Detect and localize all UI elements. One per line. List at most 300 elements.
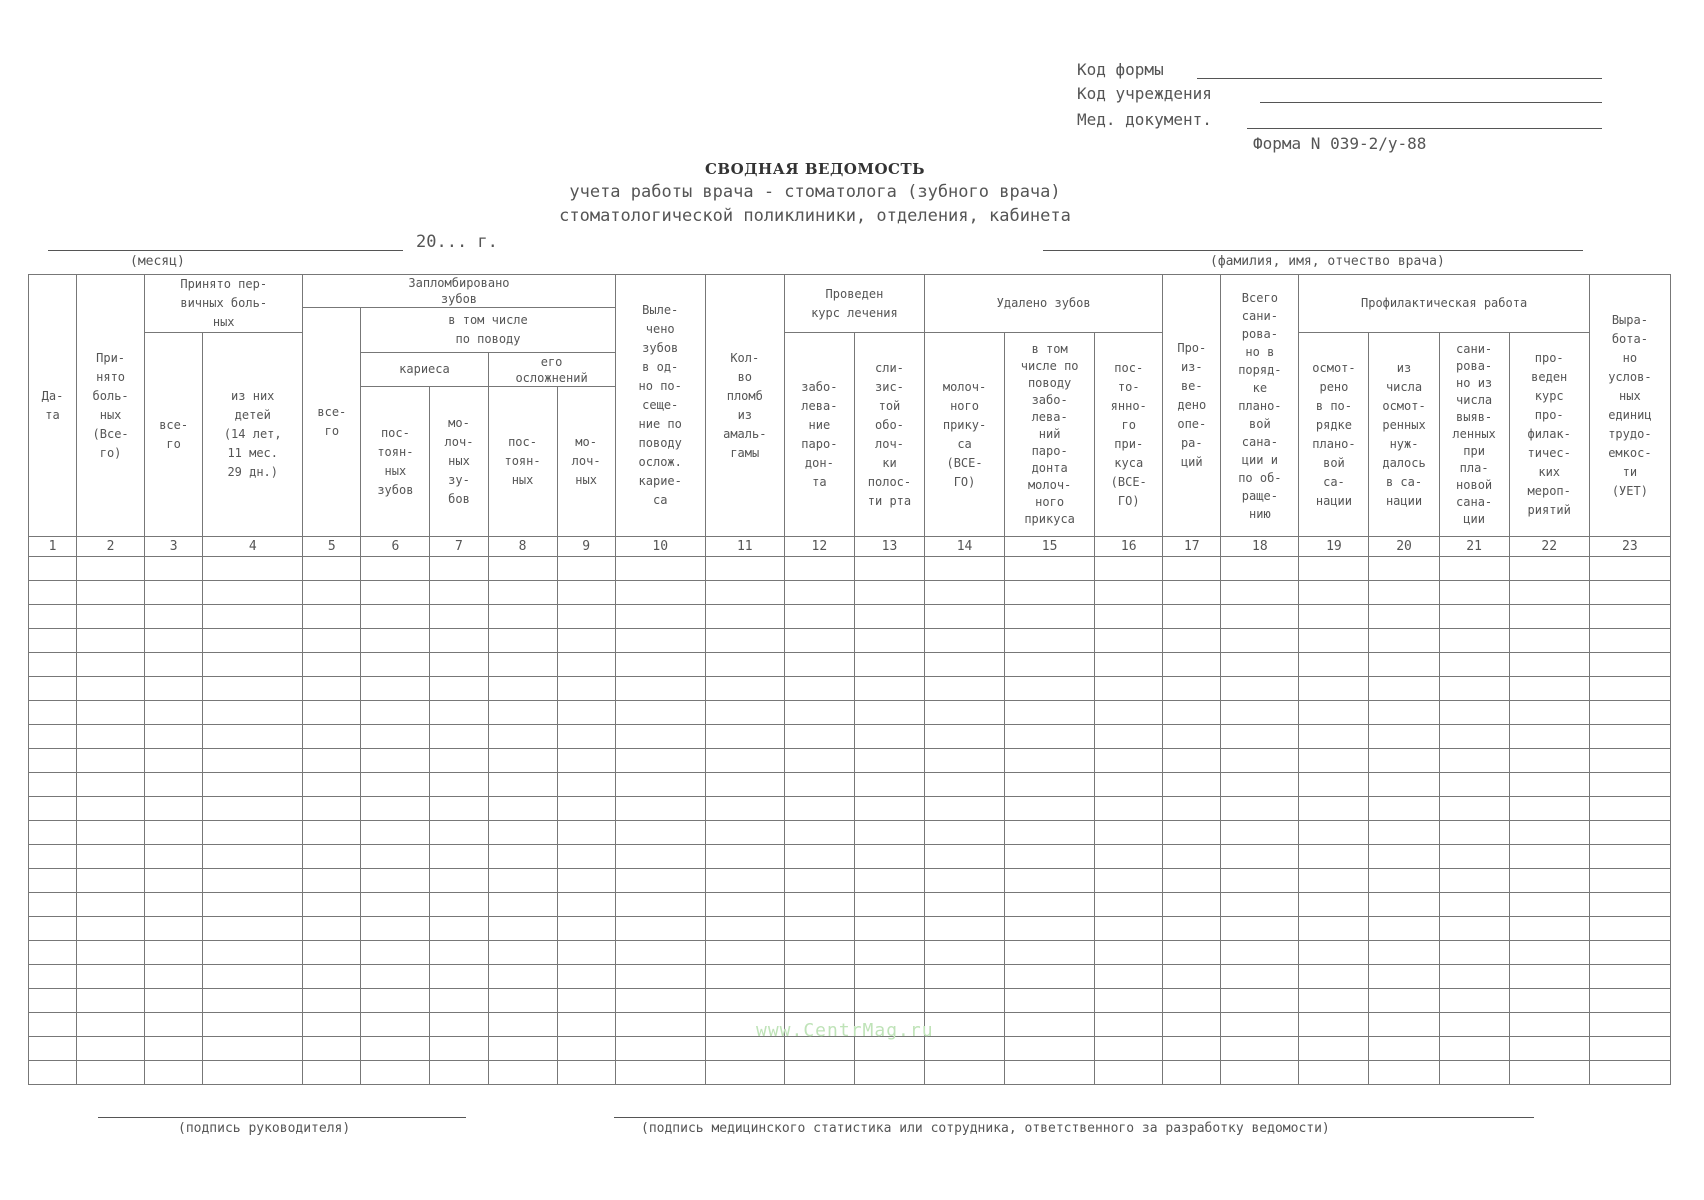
table-cell[interactable]: [430, 941, 488, 965]
table-cell[interactable]: [77, 821, 145, 845]
table-cell[interactable]: [854, 581, 924, 605]
table-cell[interactable]: [1299, 581, 1369, 605]
table-cell[interactable]: [854, 677, 924, 701]
table-cell[interactable]: [615, 605, 705, 629]
table-cell[interactable]: [1095, 893, 1163, 917]
table-cell[interactable]: [145, 629, 203, 653]
table-cell[interactable]: [1299, 965, 1369, 989]
table-cell[interactable]: [430, 749, 488, 773]
table-cell[interactable]: [1369, 893, 1439, 917]
table-cell[interactable]: [1005, 869, 1095, 893]
table-cell[interactable]: [488, 677, 557, 701]
table-cell[interactable]: [1299, 989, 1369, 1013]
table-cell[interactable]: [203, 821, 303, 845]
table-cell[interactable]: [557, 581, 615, 605]
table-cell[interactable]: [488, 821, 557, 845]
table-cell[interactable]: [1163, 965, 1221, 989]
table-cell[interactable]: [1509, 581, 1589, 605]
table-cell[interactable]: [77, 605, 145, 629]
table-cell[interactable]: [145, 797, 203, 821]
table-cell[interactable]: [29, 749, 77, 773]
table-cell[interactable]: [1163, 821, 1221, 845]
table-cell[interactable]: [1589, 1013, 1670, 1037]
table-cell[interactable]: [303, 797, 361, 821]
table-cell[interactable]: [430, 917, 488, 941]
table-cell[interactable]: [1369, 797, 1439, 821]
table-cell[interactable]: [615, 557, 705, 581]
table-cell[interactable]: [29, 893, 77, 917]
table-cell[interactable]: [203, 581, 303, 605]
table-cell[interactable]: [1439, 701, 1509, 725]
table-cell[interactable]: [1005, 749, 1095, 773]
table-cell[interactable]: [557, 653, 615, 677]
table-cell[interactable]: [1005, 701, 1095, 725]
table-cell[interactable]: [303, 1013, 361, 1037]
table-cell[interactable]: [705, 965, 784, 989]
table-cell[interactable]: [29, 677, 77, 701]
table-cell[interactable]: [925, 821, 1005, 845]
table-cell[interactable]: [303, 941, 361, 965]
table-cell[interactable]: [705, 797, 784, 821]
table-cell[interactable]: [1589, 725, 1670, 749]
table-cell[interactable]: [1221, 989, 1299, 1013]
table-cell[interactable]: [1299, 941, 1369, 965]
table-cell[interactable]: [854, 989, 924, 1013]
table-cell[interactable]: [203, 749, 303, 773]
table-cell[interactable]: [1369, 773, 1439, 797]
table-cell[interactable]: [1439, 557, 1509, 581]
table-cell[interactable]: [145, 869, 203, 893]
table-cell[interactable]: [854, 965, 924, 989]
table-cell[interactable]: [557, 605, 615, 629]
table-cell[interactable]: [1163, 989, 1221, 1013]
table-cell[interactable]: [784, 893, 854, 917]
table-cell[interactable]: [29, 917, 77, 941]
table-cell[interactable]: [1369, 557, 1439, 581]
table-cell[interactable]: [1095, 581, 1163, 605]
table-cell[interactable]: [557, 1061, 615, 1085]
table-cell[interactable]: [784, 989, 854, 1013]
table-cell[interactable]: [615, 773, 705, 797]
table-cell[interactable]: [1299, 1061, 1369, 1085]
table-cell[interactable]: [77, 1037, 145, 1061]
table-cell[interactable]: [303, 557, 361, 581]
table-cell[interactable]: [1163, 557, 1221, 581]
table-cell[interactable]: [145, 917, 203, 941]
table-cell[interactable]: [145, 653, 203, 677]
table-cell[interactable]: [1369, 1061, 1439, 1085]
table-cell[interactable]: [615, 1013, 705, 1037]
table-cell[interactable]: [615, 917, 705, 941]
table-cell[interactable]: [1163, 677, 1221, 701]
table-cell[interactable]: [77, 653, 145, 677]
table-cell[interactable]: [145, 1061, 203, 1085]
table-cell[interactable]: [430, 1013, 488, 1037]
table-cell[interactable]: [1589, 797, 1670, 821]
table-cell[interactable]: [1005, 965, 1095, 989]
table-cell[interactable]: [615, 581, 705, 605]
table-cell[interactable]: [925, 581, 1005, 605]
table-cell[interactable]: [145, 845, 203, 869]
table-cell[interactable]: [1221, 965, 1299, 989]
table-cell[interactable]: [1369, 845, 1439, 869]
table-cell[interactable]: [145, 773, 203, 797]
table-cell[interactable]: [1439, 893, 1509, 917]
table-cell[interactable]: [925, 845, 1005, 869]
table-cell[interactable]: [705, 653, 784, 677]
table-cell[interactable]: [1299, 677, 1369, 701]
table-cell[interactable]: [430, 797, 488, 821]
table-cell[interactable]: [145, 1037, 203, 1061]
table-cell[interactable]: [615, 677, 705, 701]
table-cell[interactable]: [784, 677, 854, 701]
table-cell[interactable]: [1005, 557, 1095, 581]
table-cell[interactable]: [557, 845, 615, 869]
table-cell[interactable]: [361, 701, 430, 725]
table-cell[interactable]: [1509, 1037, 1589, 1061]
table-cell[interactable]: [1095, 989, 1163, 1013]
table-cell[interactable]: [1589, 1037, 1670, 1061]
table-cell[interactable]: [1005, 941, 1095, 965]
table-cell[interactable]: [705, 725, 784, 749]
table-cell[interactable]: [145, 581, 203, 605]
table-cell[interactable]: [29, 821, 77, 845]
table-cell[interactable]: [1439, 917, 1509, 941]
table-cell[interactable]: [203, 917, 303, 941]
table-cell[interactable]: [705, 629, 784, 653]
table-cell[interactable]: [303, 773, 361, 797]
table-cell[interactable]: [1163, 749, 1221, 773]
table-cell[interactable]: [77, 701, 145, 725]
table-cell[interactable]: [145, 965, 203, 989]
table-cell[interactable]: [203, 845, 303, 869]
table-cell[interactable]: [203, 605, 303, 629]
table-cell[interactable]: [29, 1061, 77, 1085]
table-cell[interactable]: [29, 581, 77, 605]
table-cell[interactable]: [488, 1037, 557, 1061]
table-cell[interactable]: [557, 773, 615, 797]
table-cell[interactable]: [1439, 989, 1509, 1013]
table-cell[interactable]: [925, 893, 1005, 917]
table-cell[interactable]: [557, 749, 615, 773]
table-cell[interactable]: [557, 917, 615, 941]
table-cell[interactable]: [1509, 797, 1589, 821]
table-cell[interactable]: [1163, 797, 1221, 821]
table-cell[interactable]: [1589, 581, 1670, 605]
table-cell[interactable]: [705, 989, 784, 1013]
table-cell[interactable]: [77, 581, 145, 605]
table-cell[interactable]: [29, 629, 77, 653]
table-cell[interactable]: [1005, 797, 1095, 821]
table-cell[interactable]: [1095, 557, 1163, 581]
table-cell[interactable]: [1439, 797, 1509, 821]
table-cell[interactable]: [1439, 1061, 1509, 1085]
table-cell[interactable]: [1163, 1037, 1221, 1061]
table-cell[interactable]: [203, 773, 303, 797]
table-cell[interactable]: [1221, 845, 1299, 869]
table-cell[interactable]: [1095, 749, 1163, 773]
table-cell[interactable]: [1299, 701, 1369, 725]
table-cell[interactable]: [361, 893, 430, 917]
table-cell[interactable]: [705, 845, 784, 869]
table-cell[interactable]: [1299, 749, 1369, 773]
table-cell[interactable]: [203, 629, 303, 653]
table-cell[interactable]: [1589, 989, 1670, 1013]
table-cell[interactable]: [1221, 1013, 1299, 1037]
table-cell[interactable]: [1095, 965, 1163, 989]
table-cell[interactable]: [615, 845, 705, 869]
table-cell[interactable]: [784, 557, 854, 581]
table-cell[interactable]: [1095, 941, 1163, 965]
table-cell[interactable]: [1369, 581, 1439, 605]
table-cell[interactable]: [615, 965, 705, 989]
table-cell[interactable]: [29, 725, 77, 749]
table-cell[interactable]: [29, 941, 77, 965]
table-cell[interactable]: [1163, 653, 1221, 677]
table-cell[interactable]: [854, 917, 924, 941]
table-cell[interactable]: [705, 749, 784, 773]
table-cell[interactable]: [303, 749, 361, 773]
table-cell[interactable]: [29, 605, 77, 629]
table-cell[interactable]: [705, 1061, 784, 1085]
table-cell[interactable]: [488, 1061, 557, 1085]
table-cell[interactable]: [430, 989, 488, 1013]
table-cell[interactable]: [1439, 821, 1509, 845]
table-cell[interactable]: [1589, 677, 1670, 701]
table-cell[interactable]: [1589, 821, 1670, 845]
table-cell[interactable]: [303, 581, 361, 605]
table-cell[interactable]: [1509, 773, 1589, 797]
table-cell[interactable]: [1299, 1013, 1369, 1037]
table-cell[interactable]: [784, 629, 854, 653]
table-cell[interactable]: [1221, 557, 1299, 581]
table-cell[interactable]: [361, 869, 430, 893]
table-cell[interactable]: [557, 629, 615, 653]
table-cell[interactable]: [29, 869, 77, 893]
table-cell[interactable]: [1589, 965, 1670, 989]
table-cell[interactable]: [925, 629, 1005, 653]
table-cell[interactable]: [854, 701, 924, 725]
table-cell[interactable]: [1509, 605, 1589, 629]
table-cell[interactable]: [77, 917, 145, 941]
table-cell[interactable]: [1299, 869, 1369, 893]
table-cell[interactable]: [488, 653, 557, 677]
table-cell[interactable]: [1589, 1061, 1670, 1085]
table-cell[interactable]: [361, 773, 430, 797]
table-cell[interactable]: [1095, 797, 1163, 821]
table-cell[interactable]: [1439, 605, 1509, 629]
table-cell[interactable]: [303, 653, 361, 677]
table-cell[interactable]: [854, 893, 924, 917]
table-cell[interactable]: [430, 845, 488, 869]
table-cell[interactable]: [1095, 677, 1163, 701]
table-cell[interactable]: [557, 941, 615, 965]
table-cell[interactable]: [925, 917, 1005, 941]
table-cell[interactable]: [488, 749, 557, 773]
table-cell[interactable]: [784, 797, 854, 821]
table-cell[interactable]: [303, 965, 361, 989]
table-cell[interactable]: [1095, 845, 1163, 869]
table-cell[interactable]: [29, 965, 77, 989]
table-cell[interactable]: [1439, 941, 1509, 965]
table-cell[interactable]: [77, 869, 145, 893]
table-cell[interactable]: [854, 629, 924, 653]
table-cell[interactable]: [77, 725, 145, 749]
table-cell[interactable]: [557, 557, 615, 581]
table-cell[interactable]: [303, 677, 361, 701]
table-cell[interactable]: [488, 557, 557, 581]
table-cell[interactable]: [145, 941, 203, 965]
table-cell[interactable]: [488, 965, 557, 989]
table-cell[interactable]: [1369, 605, 1439, 629]
table-cell[interactable]: [854, 1061, 924, 1085]
table-cell[interactable]: [361, 845, 430, 869]
table-cell[interactable]: [615, 653, 705, 677]
table-cell[interactable]: [784, 941, 854, 965]
table-cell[interactable]: [1005, 893, 1095, 917]
table-cell[interactable]: [488, 797, 557, 821]
table-cell[interactable]: [361, 629, 430, 653]
table-cell[interactable]: [303, 1037, 361, 1061]
table-cell[interactable]: [854, 845, 924, 869]
table-cell[interactable]: [615, 797, 705, 821]
table-cell[interactable]: [1439, 629, 1509, 653]
table-cell[interactable]: [925, 749, 1005, 773]
table-cell[interactable]: [1369, 701, 1439, 725]
table-cell[interactable]: [784, 653, 854, 677]
table-cell[interactable]: [925, 1037, 1005, 1061]
table-cell[interactable]: [925, 677, 1005, 701]
table-cell[interactable]: [77, 629, 145, 653]
table-cell[interactable]: [925, 797, 1005, 821]
table-cell[interactable]: [77, 845, 145, 869]
table-cell[interactable]: [1095, 725, 1163, 749]
table-cell[interactable]: [1509, 557, 1589, 581]
table-cell[interactable]: [1509, 629, 1589, 653]
table-cell[interactable]: [1005, 581, 1095, 605]
table-cell[interactable]: [430, 821, 488, 845]
table-cell[interactable]: [1005, 605, 1095, 629]
table-cell[interactable]: [1439, 1013, 1509, 1037]
table-cell[interactable]: [854, 725, 924, 749]
table-cell[interactable]: [430, 773, 488, 797]
table-cell[interactable]: [361, 725, 430, 749]
table-cell[interactable]: [303, 605, 361, 629]
table-cell[interactable]: [430, 557, 488, 581]
table-cell[interactable]: [1509, 725, 1589, 749]
table-cell[interactable]: [705, 917, 784, 941]
table-cell[interactable]: [303, 821, 361, 845]
table-cell[interactable]: [1163, 1013, 1221, 1037]
table-cell[interactable]: [430, 605, 488, 629]
table-cell[interactable]: [1163, 581, 1221, 605]
table-cell[interactable]: [430, 1061, 488, 1085]
table-cell[interactable]: [29, 557, 77, 581]
table-cell[interactable]: [784, 869, 854, 893]
table-cell[interactable]: [203, 1013, 303, 1037]
table-cell[interactable]: [1369, 629, 1439, 653]
table-cell[interactable]: [1095, 869, 1163, 893]
table-cell[interactable]: [1221, 725, 1299, 749]
table-cell[interactable]: [925, 869, 1005, 893]
table-cell[interactable]: [1509, 1061, 1589, 1085]
table-cell[interactable]: [1163, 1061, 1221, 1085]
table-cell[interactable]: [705, 773, 784, 797]
table-cell[interactable]: [854, 557, 924, 581]
table-cell[interactable]: [1095, 917, 1163, 941]
table-cell[interactable]: [1163, 869, 1221, 893]
table-cell[interactable]: [1589, 629, 1670, 653]
table-cell[interactable]: [203, 965, 303, 989]
table-cell[interactable]: [1439, 653, 1509, 677]
table-cell[interactable]: [557, 1013, 615, 1037]
table-cell[interactable]: [1299, 797, 1369, 821]
table-cell[interactable]: [203, 1061, 303, 1085]
table-cell[interactable]: [1439, 845, 1509, 869]
table-cell[interactable]: [303, 701, 361, 725]
table-cell[interactable]: [1221, 581, 1299, 605]
table-cell[interactable]: [784, 701, 854, 725]
table-cell[interactable]: [1221, 773, 1299, 797]
table-cell[interactable]: [784, 581, 854, 605]
table-cell[interactable]: [854, 941, 924, 965]
table-cell[interactable]: [1439, 965, 1509, 989]
table-cell[interactable]: [1509, 821, 1589, 845]
table-cell[interactable]: [77, 893, 145, 917]
table-cell[interactable]: [1163, 629, 1221, 653]
table-cell[interactable]: [145, 1013, 203, 1037]
table-cell[interactable]: [1095, 605, 1163, 629]
table-cell[interactable]: [488, 581, 557, 605]
table-cell[interactable]: [925, 773, 1005, 797]
table-cell[interactable]: [1299, 725, 1369, 749]
table-cell[interactable]: [1095, 773, 1163, 797]
table-cell[interactable]: [1369, 941, 1439, 965]
table-cell[interactable]: [1005, 989, 1095, 1013]
table-cell[interactable]: [303, 917, 361, 941]
table-cell[interactable]: [29, 1013, 77, 1037]
table-cell[interactable]: [361, 965, 430, 989]
table-cell[interactable]: [430, 1037, 488, 1061]
table-cell[interactable]: [1299, 1037, 1369, 1061]
table-cell[interactable]: [705, 677, 784, 701]
table-cell[interactable]: [303, 989, 361, 1013]
table-cell[interactable]: [361, 1061, 430, 1085]
table-cell[interactable]: [488, 893, 557, 917]
table-cell[interactable]: [925, 605, 1005, 629]
table-cell[interactable]: [488, 941, 557, 965]
table-cell[interactable]: [1005, 653, 1095, 677]
table-cell[interactable]: [784, 773, 854, 797]
table-cell[interactable]: [1589, 701, 1670, 725]
table-cell[interactable]: [1299, 557, 1369, 581]
table-cell[interactable]: [1095, 629, 1163, 653]
table-cell[interactable]: [1221, 1061, 1299, 1085]
table-cell[interactable]: [1369, 869, 1439, 893]
table-cell[interactable]: [145, 557, 203, 581]
table-cell[interactable]: [203, 989, 303, 1013]
table-cell[interactable]: [1005, 1061, 1095, 1085]
table-cell[interactable]: [925, 725, 1005, 749]
table-cell[interactable]: [1509, 701, 1589, 725]
table-cell[interactable]: [1589, 869, 1670, 893]
table-cell[interactable]: [203, 701, 303, 725]
table-cell[interactable]: [784, 845, 854, 869]
table-cell[interactable]: [1221, 749, 1299, 773]
table-cell[interactable]: [77, 1013, 145, 1037]
table-cell[interactable]: [1221, 797, 1299, 821]
table-cell[interactable]: [1589, 557, 1670, 581]
